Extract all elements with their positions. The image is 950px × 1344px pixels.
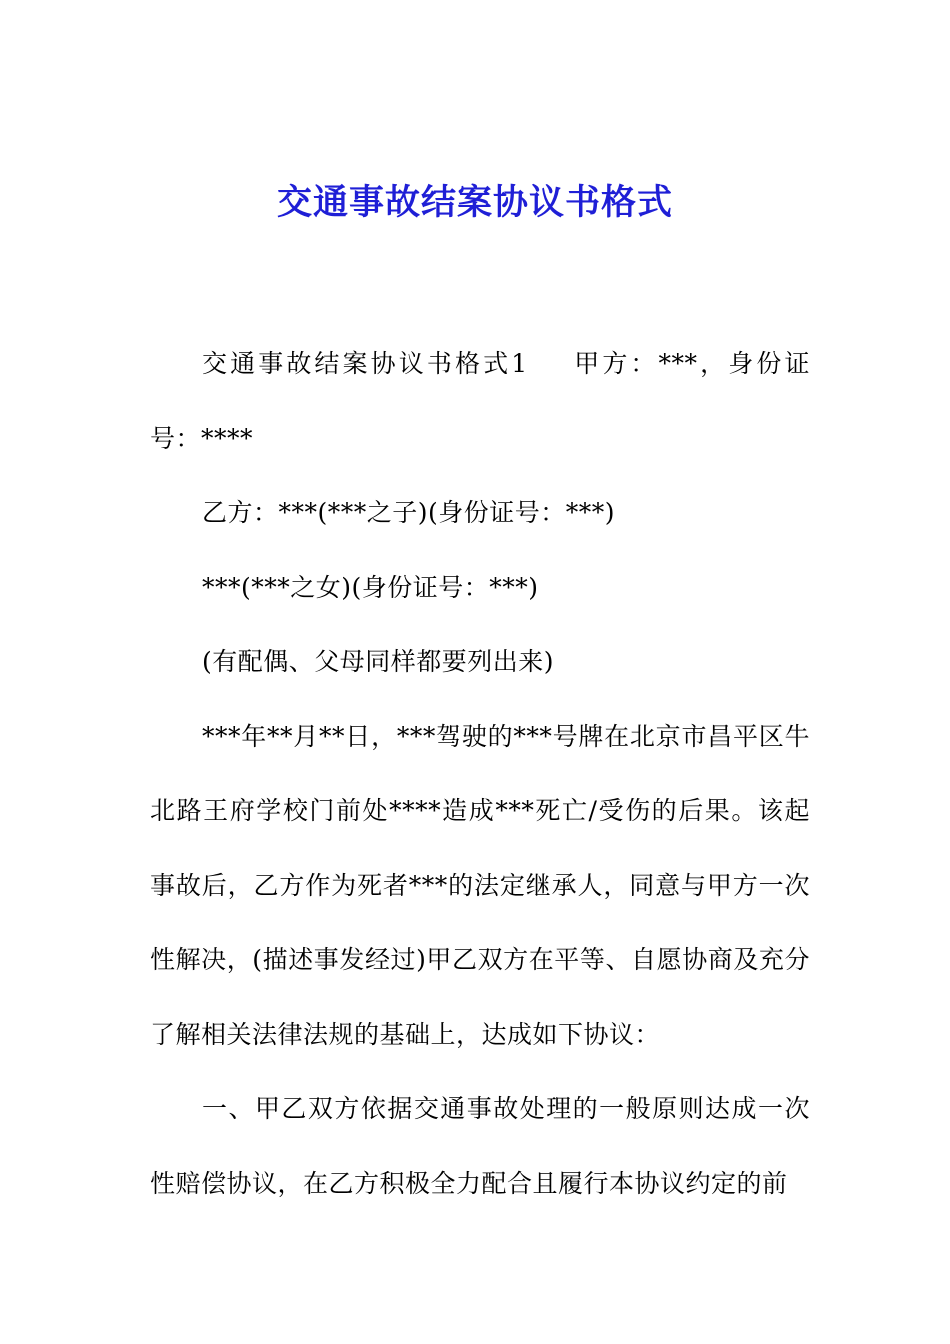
- paragraph-note-relatives: (有配偶、父母同样都要列出来): [202, 647, 555, 676]
- paragraph-accident-description: ***年**月**日，***驾驶的***号牌在北京市昌平区牛北路王府学校门前处****造成***死亡/受伤的后果。该起事故后，乙方作为死者***的法定继承人，同意与甲方一次性解决，(描述事发经过)甲乙双方在平等、自愿协商及充分了解相关法律法规的基础上，达成如下协议：: [150, 721, 810, 1049]
- paragraph-party-b-daughter: ***(***之女)(身份证号：***): [202, 572, 539, 602]
- paragraph-party-b: 乙方：***(***之子)(身份证号：***): [202, 498, 616, 527]
- party-a-line: 甲方：***，身份证号：****: [150, 349, 810, 453]
- paragraph-clause-one: 一、甲乙双方依据交通事故处理的一般原则达成一次性赔偿协议，在乙方积极全力配合且履行本协议约定的前: [150, 1094, 810, 1198]
- document-body: [150, 327, 810, 1221]
- format-heading: 交通事故结案协议书格式1: [202, 349, 528, 378]
- document-title: 交通事故结案协议书格式: [276, 183, 673, 223]
- paragraph-parties-a: [150, 327, 810, 476]
